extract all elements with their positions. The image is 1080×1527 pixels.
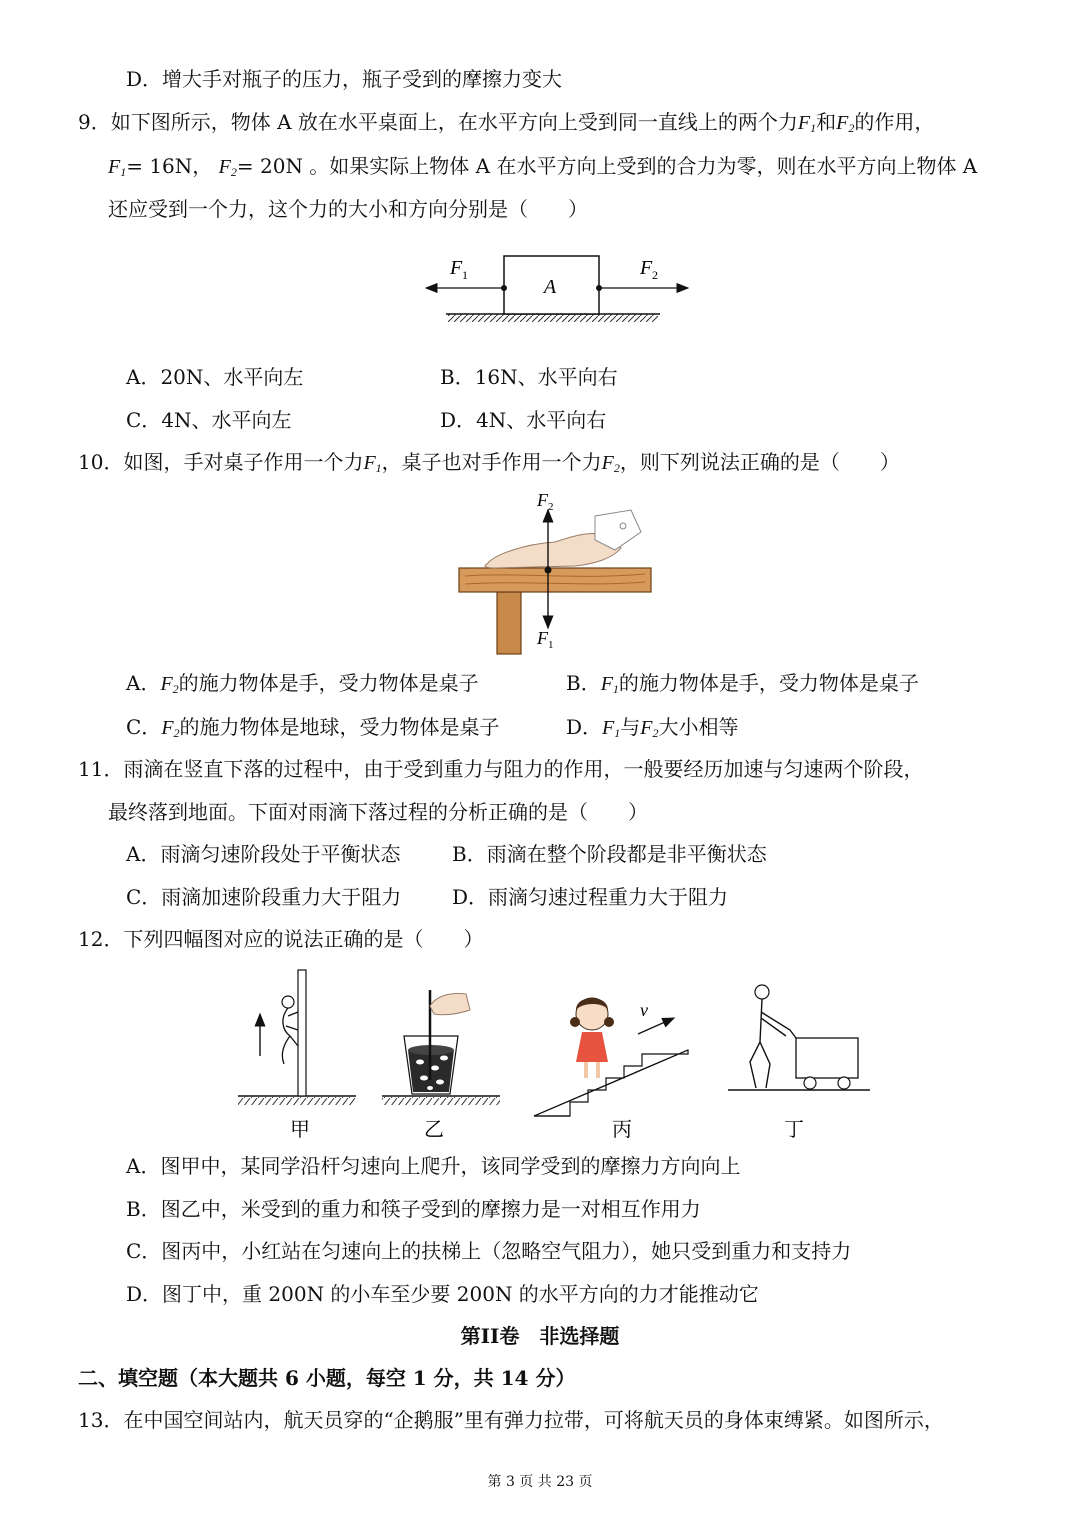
q12-option-b: B．图乙中，米受到的重力和筷子受到的摩擦力是一对相互作用力 xyxy=(126,1197,701,1221)
q9-stem-line1 xyxy=(78,110,934,140)
q10-option-d-text-a: 与 xyxy=(620,715,641,739)
q9-f1-sub: 1 xyxy=(462,268,468,282)
q9-f1-symbol: $F_1$ xyxy=(797,112,817,135)
q12-option-a: A．图甲中，某同学沿杆匀速向上爬升，该同学受到的摩擦力方向向上 xyxy=(126,1154,741,1178)
q10-option-b-text: 的施力物体是手，受力物体是桌子 xyxy=(618,671,919,695)
q10-stem xyxy=(78,450,900,480)
q12-figure-ding xyxy=(728,985,870,1090)
q10-stem-a: 10．如图，手对桌子作用一个力 xyxy=(78,450,364,474)
q12-caption-bing: 丙 xyxy=(612,1119,632,1141)
q12-caption-ding: 丁 xyxy=(784,1119,804,1141)
q10-option-c: C．$F_2$的施力物体是地球，受力物体是桌子 xyxy=(126,715,500,740)
q12-velocity-label: v xyxy=(640,1000,648,1020)
q11-option-c: C．雨滴加速阶段重力大于阻力 xyxy=(126,885,402,909)
q10-f2-symbol: $F_2$ xyxy=(601,452,620,475)
q9-f2-sub: 2 xyxy=(652,268,658,282)
q12-figure-bing xyxy=(534,998,688,1116)
q9-stem-line3: 还应受到一个力，这个力的大小和方向分别是（ ） xyxy=(108,197,588,221)
section2-heading: 二、填空题（本大题共 6 小题，每空 1 分，共 14 分） xyxy=(78,1366,576,1390)
q11-option-b: B．雨滴在整个阶段都是非平衡状态 xyxy=(452,842,767,866)
q12-caption-yi: 乙 xyxy=(424,1119,444,1141)
q9-f1-dot xyxy=(501,285,507,291)
q10-option-c-text: 的施力物体是地球，受力物体是桌子 xyxy=(179,715,500,739)
q10-f2-label: F xyxy=(537,490,548,510)
q9-f2-label: F xyxy=(640,257,653,279)
q9-f2-eq-symbol: $F_2$ xyxy=(218,156,237,179)
q12-figures xyxy=(230,970,890,1150)
q12-figure-jia xyxy=(238,970,356,1105)
q9-stem-text-c: 的作用， xyxy=(854,110,935,134)
q10-stem-c: ，则下列说法正确的是（ ） xyxy=(619,450,900,474)
q9-option-c: C．4N、水平向左 xyxy=(126,408,292,432)
q9-figure xyxy=(418,250,698,330)
q9-option-a: A．20N、水平向左 xyxy=(126,365,304,389)
q10-table-leg xyxy=(497,592,521,654)
q11-stem-line1: 11．雨滴在竖直下落的过程中，由于受到重力与阻力的作用，一般要经历加速与匀速两个阶段， xyxy=(78,757,924,781)
q9-f2-value-text: = 20N 。如果实际上物体 A 在水平方向上受到的合力为零，则在水平方向上物体 A xyxy=(236,154,978,178)
q10-table-top xyxy=(459,568,651,592)
q9-option-d: D．4N、水平向右 xyxy=(440,408,607,432)
q9-stem-text-a: 9．如下图所示，物体 A 放在水平桌面上，在水平方向上受到同一直线上的两个力 xyxy=(78,110,798,134)
q9-f2-symbol: $F_2$ xyxy=(836,112,855,135)
q9-f1-label: F xyxy=(450,257,463,279)
q10-f1-symbol: $F_1$ xyxy=(363,452,382,475)
q10-option-a: A．$F_2$的施力物体是手，受力物体是桌子 xyxy=(126,671,479,696)
q11-stem-line2: 最终落到地面。下面对雨滴下落过程的分析正确的是（ ） xyxy=(108,800,648,824)
q11-option-d: D．雨滴匀速过程重力大于阻力 xyxy=(452,885,729,909)
page-footer: 第 3 页 共 23 页 xyxy=(487,1474,593,1490)
q9-block-label: A xyxy=(543,276,557,298)
q9-option-b: B．16N、水平向右 xyxy=(440,365,618,389)
q9-f1-value: = 16N， xyxy=(126,154,213,178)
q12-hand-icon xyxy=(430,994,470,1015)
q9-stem-line2 xyxy=(108,154,977,184)
q10-f1-label: F xyxy=(537,628,548,648)
q10-option-d: D．$F_1$与$F_2$大小相等 xyxy=(566,715,739,740)
q12-option-d: D．图丁中，重 200N 的小车至少要 200N 的水平方向的力才能推动它 xyxy=(126,1282,759,1306)
q12-option-c: C．图丙中，小红站在匀速向上的扶梯上（忽略空气阻力），她只受到重力和支持力 xyxy=(126,1239,852,1263)
q8-option-d: D．增大手对瓶子的压力，瓶子受到的摩擦力变大 xyxy=(126,67,563,91)
q9-ground-hatch xyxy=(448,314,658,322)
q12-stem: 12．下列四幅图对应的说法正确的是（ ） xyxy=(78,927,484,951)
q11-option-a: A．雨滴匀速阶段处于平衡状态 xyxy=(126,842,401,866)
section2-title: 第II卷 非选择题 xyxy=(460,1324,620,1348)
q10-figure xyxy=(455,488,655,658)
q12-velocity-arrow xyxy=(638,1018,674,1034)
q12-caption-jia: 甲 xyxy=(290,1119,310,1141)
q10-f1-sub: 1 xyxy=(548,639,554,651)
q12-figure-yi xyxy=(382,990,500,1105)
q10-option-d-text-b: 大小相等 xyxy=(658,715,739,739)
q10-f2-sub: 2 xyxy=(548,501,554,513)
q9-f2-dot xyxy=(596,285,602,291)
q10-force-point xyxy=(545,567,552,574)
q9-stem-text-b: 和 xyxy=(816,110,837,134)
q10-stem-b: ，桌子也对手作用一个力 xyxy=(381,450,602,474)
q13-stem-line1: 13．在中国空间站内，航天员穿的“企鹅服”里有弹力拉带，可将航天员的身体束缚紧。如图所示， xyxy=(78,1408,944,1432)
q9-f1-eq-symbol: $F_1$ xyxy=(108,156,127,179)
q10-option-a-text: 的施力物体是手，受力物体是桌子 xyxy=(178,671,479,695)
q10-option-b: B．$F_1$的施力物体是手，受力物体是桌子 xyxy=(566,671,919,696)
